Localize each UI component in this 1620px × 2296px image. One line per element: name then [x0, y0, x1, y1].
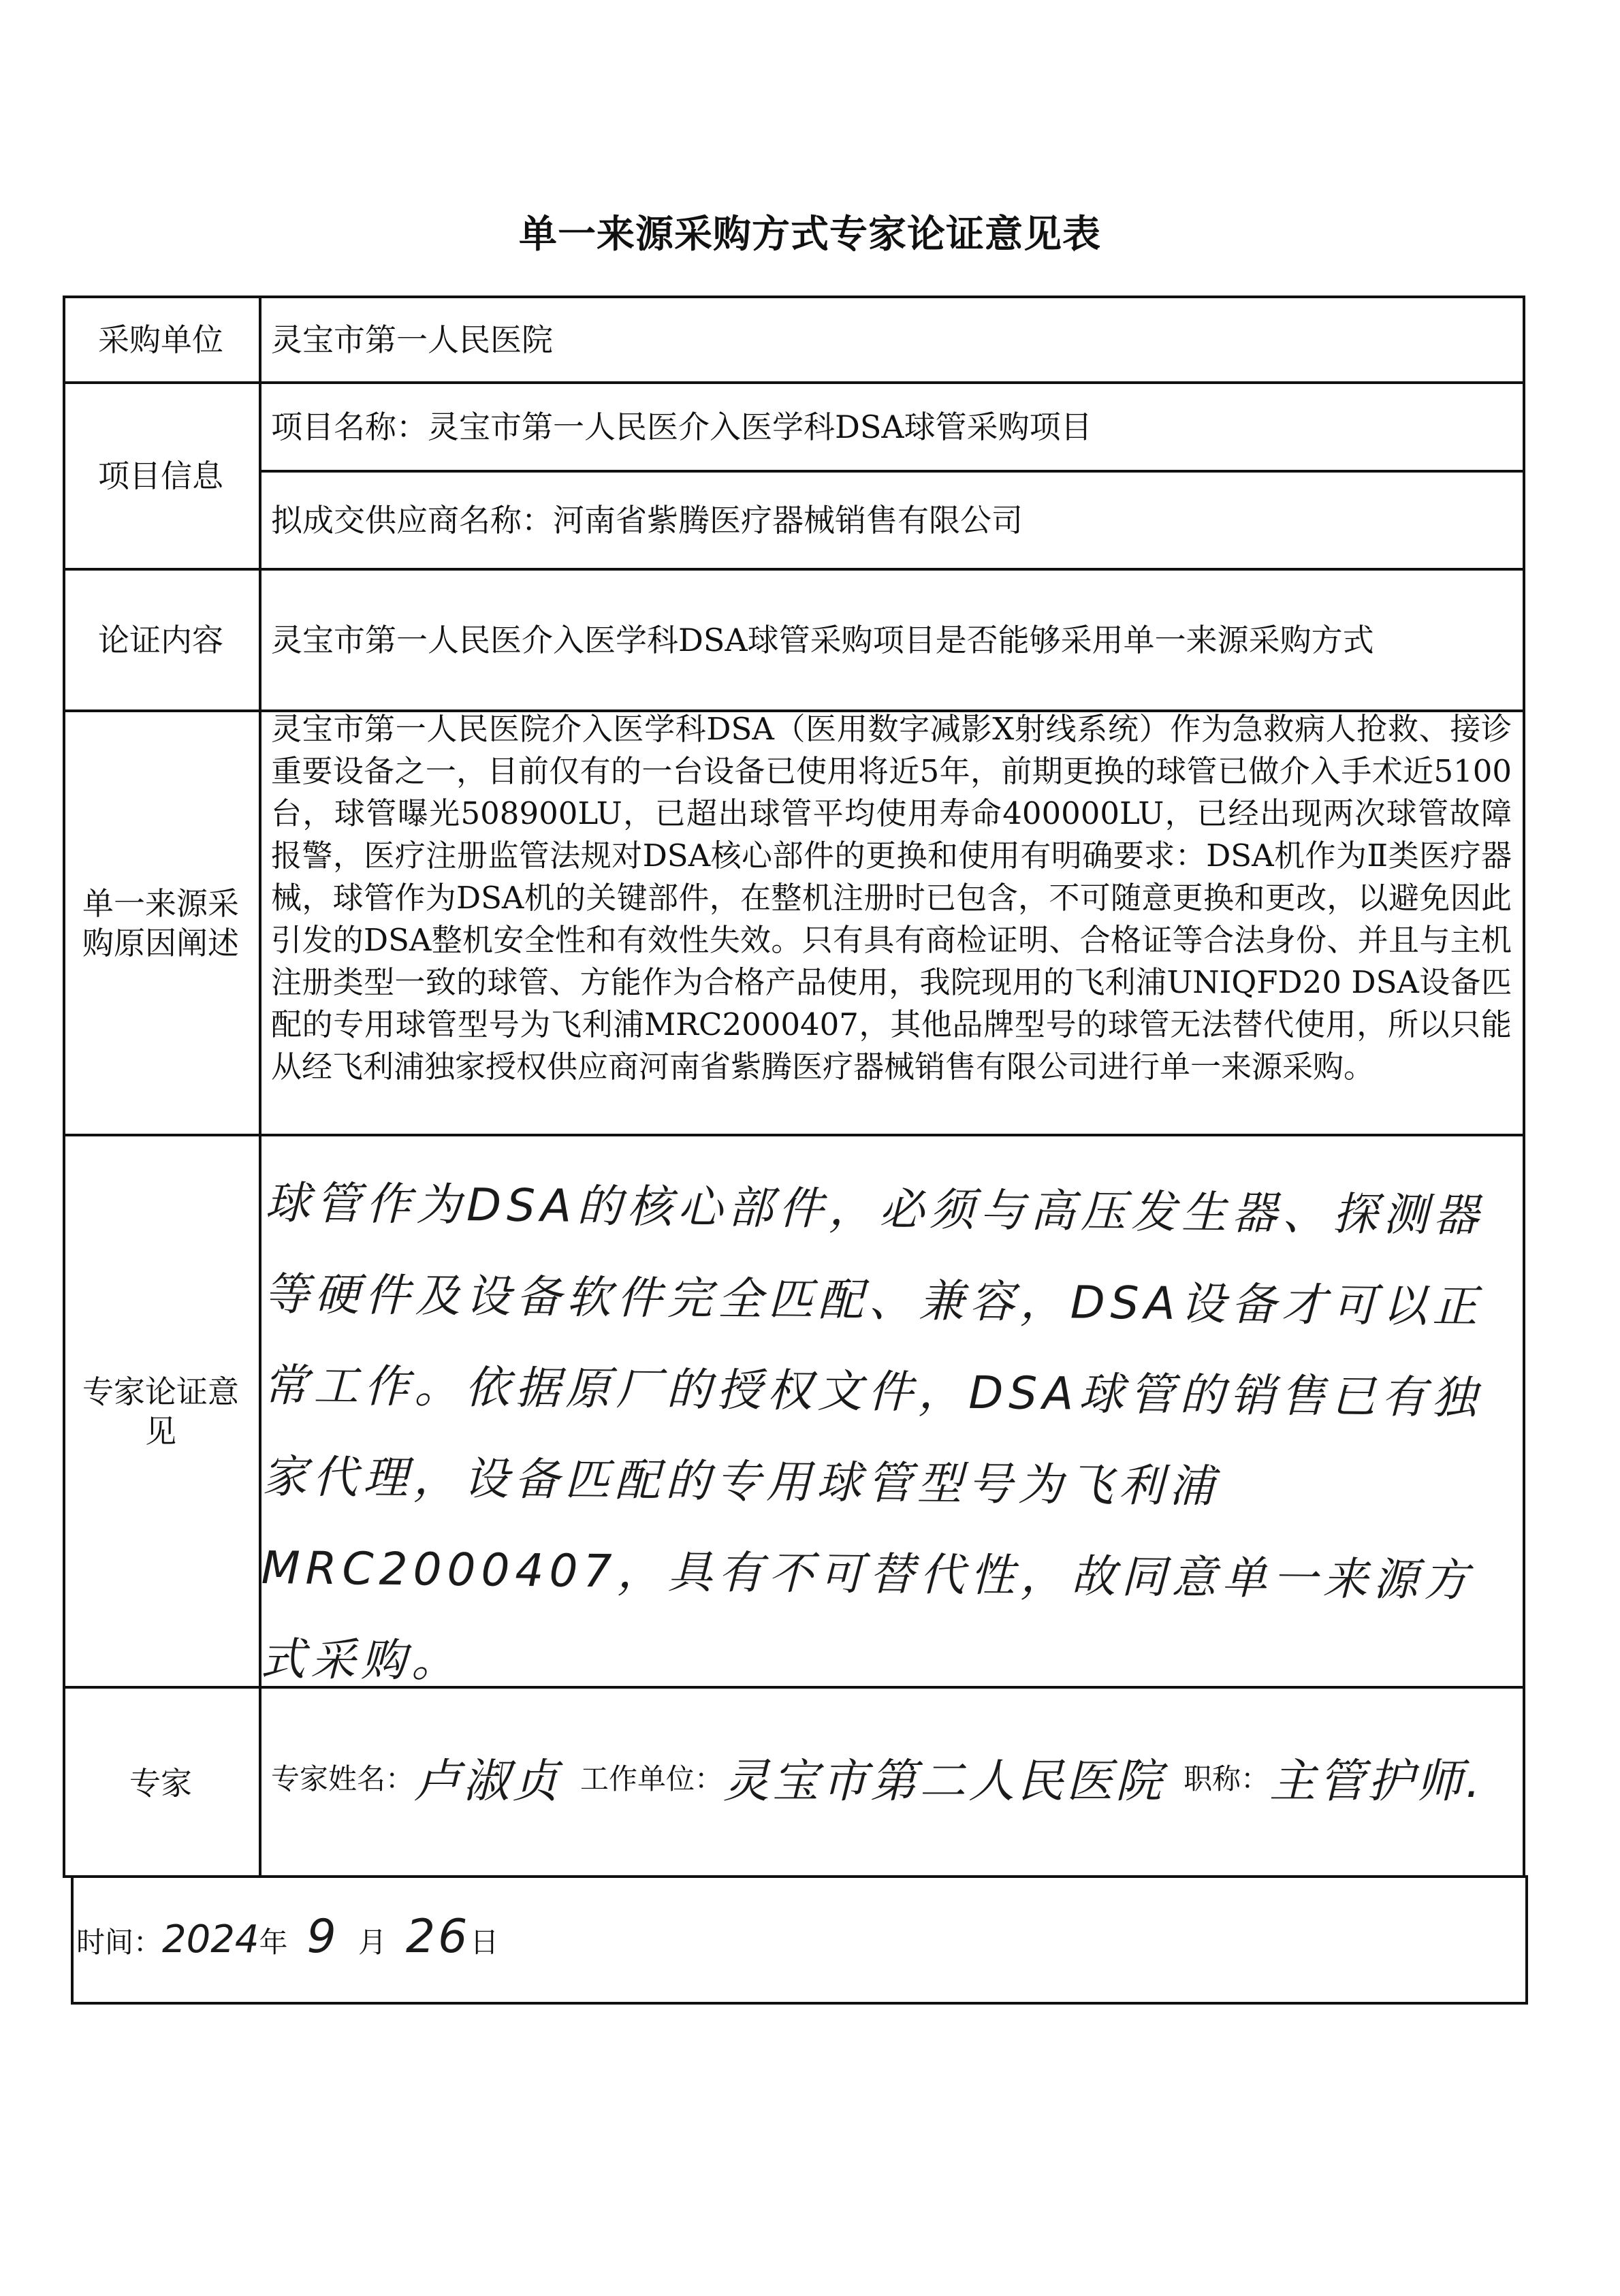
content-label: 论证内容	[98, 622, 223, 658]
purchaser-label: 采购单位	[98, 321, 223, 358]
date-day-unit: 日	[470, 1926, 499, 1959]
purchaser-value: 灵宝市第一人民医院	[271, 321, 553, 358]
project-name: 项目名称：灵宝市第一人民医介入医学科DSA球管采购项目	[271, 409, 1092, 445]
date-month-unit: 月	[358, 1926, 387, 1959]
reason-text: 灵宝市第一人民医院介入医学科DSA（医用数字减影X射线系统）作为急救病人抢救、接诊重要设备之一，目前仅有的一台设备已使用将近5年，前期更换的球管已做介入手术近5100台，球管曝光508900LU，已超出球管平均使用寿命400000LU，已经出现两次球管故障报警，医疗注册监管法规对DSA核心部件的更换和使用有明确要求：DSA机作为Ⅱ类医疗器械，球管作为DSA机的关键部件，在整机注册时已包含，不可随意更换和更改，以避免因此引发的DSA整机安全性和有效性失效。只有具有商检证明、合格证等合法身份、并且与主机注册类型一致的球管、方能作为合格产品使用，我院现用的飞利浦UNIQFD20 DSA设备匹配的专用球管型号为飞利浦MRC2000407，其他品牌型号的球管无法替代使用，所以只能从经飞利浦独家授权供应商河南省紫腾医疗器械销售有限公司进行单一来源采购。	[271, 711, 1512, 1085]
date-day: 26	[405, 1910, 471, 1964]
project-label: 项目信息	[98, 458, 223, 494]
expert-name-value: 卢淑贞	[414, 1754, 562, 1808]
project-supplier: 拟成交供应商名称：河南省紫腾医疗器械销售有限公司	[271, 502, 1023, 539]
date-year-unit: 年	[259, 1926, 288, 1959]
content-value: 灵宝市第一人民医介入医学科DSA球管采购项目是否能够采用单一来源采购方式	[271, 622, 1374, 658]
opinion-label: 专家论证意见	[82, 1373, 239, 1450]
reason-label: 单一来源采购原因阐述	[82, 884, 239, 961]
opinion-handwritten-text: 球管作为DSA的核心部件，必须与高压发生器、探测器等硬件及设备软件完全匹配、兼容，DSA设备才可以正常工作。依据原厂的授权文件，DSA球管的销售已有独家代理，设备匹配的专用球管型号为飞利浦MRC2000407，具有不可替代性，故同意单一来源方式采购。	[259, 1176, 1484, 1688]
expert-name-label: 专家姓名：	[271, 1762, 415, 1796]
row-separator	[63, 1134, 1525, 1136]
date-year: 2024	[162, 1917, 259, 1962]
expert-label: 专家	[129, 1765, 192, 1802]
date-label: 时间：	[76, 1926, 163, 1959]
date-line	[76, 1910, 498, 1964]
expert-unit-label: 工作单位：	[580, 1762, 724, 1796]
expert-unit-value: 灵宝市第二人民医院	[723, 1754, 1165, 1808]
expert-info	[271, 1740, 1483, 1815]
expert-title-label: 职称：	[1184, 1762, 1270, 1796]
expert-title-value: 主管护师.	[1269, 1754, 1483, 1808]
date-month: 9	[306, 1910, 339, 1964]
document-title: 单一来源采购方式专家论证意见表	[519, 212, 1101, 257]
